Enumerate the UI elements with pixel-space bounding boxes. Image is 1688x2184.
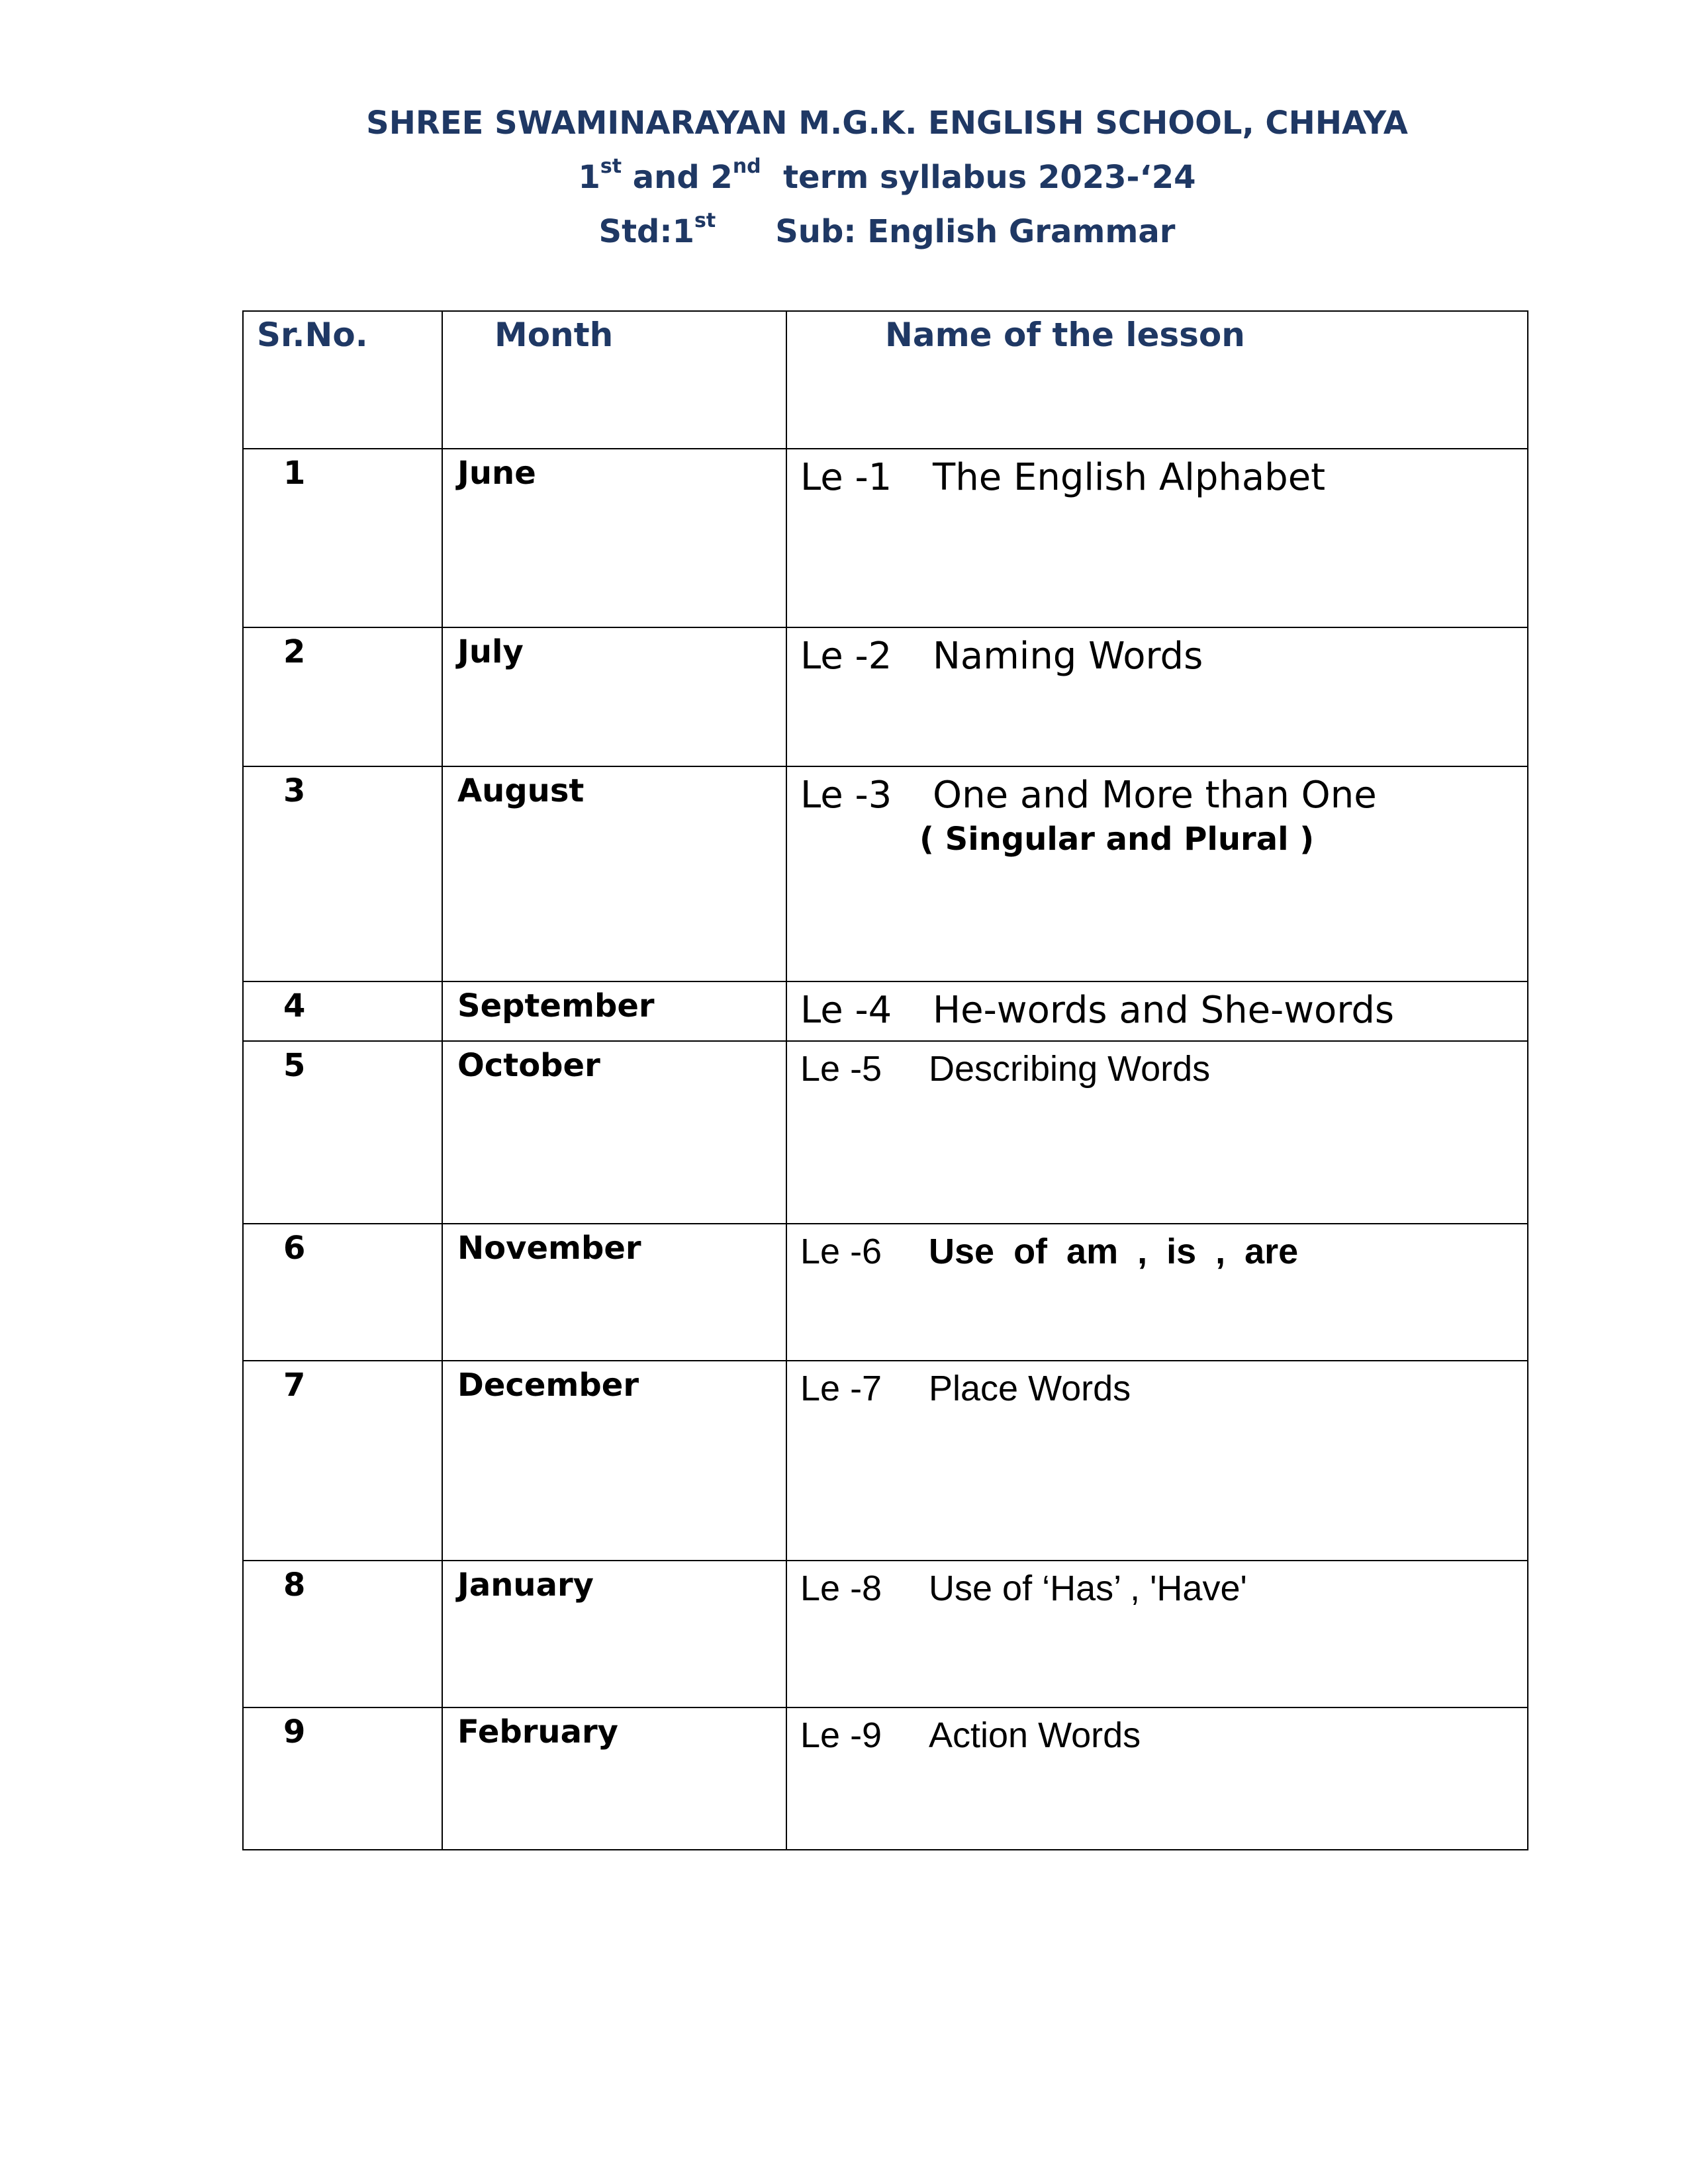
table-row [243, 981, 1528, 1041]
lesson-number: Le -8 [800, 1569, 882, 1608]
term-line [0, 150, 1688, 205]
month-cell: February [442, 1707, 786, 1850]
lesson-subtitle: ( Singular and Plural ) [919, 821, 1315, 858]
table-header-row [243, 311, 1528, 449]
term-and: and 2 [622, 159, 733, 196]
lesson-number: Le -4 [800, 989, 892, 1032]
lesson-cell [786, 1224, 1528, 1361]
term-2-suffix: nd [732, 155, 761, 178]
lesson-cell [786, 766, 1528, 981]
table-row [243, 1561, 1528, 1707]
lesson-title: Use of ‘Has’ , 'Have' [929, 1569, 1247, 1608]
srno-cell: 6 [243, 1224, 442, 1361]
column-header-lesson: Name of the lesson [786, 311, 1528, 449]
month-cell: July [442, 627, 786, 766]
table-row [243, 1041, 1528, 1224]
month-cell: September [442, 981, 786, 1041]
srno-cell: 2 [243, 627, 442, 766]
lesson-title: Use of am , is , are [929, 1232, 1299, 1271]
srno-cell: 4 [243, 981, 442, 1041]
term-1-suffix: st [600, 155, 622, 178]
month-cell: January [442, 1561, 786, 1707]
school-name: SHREE SWAMINARAYAN M.G.K. ENGLISH SCHOOL, CHHAYA [366, 105, 1408, 142]
lesson-cell [786, 1707, 1528, 1850]
lesson-title: Describing Words [929, 1049, 1211, 1089]
table-row [243, 766, 1528, 981]
lesson-number: Le -1 [800, 456, 892, 499]
srno-cell: 7 [243, 1361, 442, 1561]
table-row [243, 449, 1528, 627]
srno-cell: 1 [243, 449, 442, 627]
lesson-number: Le -2 [800, 635, 892, 678]
std-suffix: st [694, 209, 716, 232]
syllabus-table [242, 310, 1528, 1850]
term-rest: term syllabus 2023-‘24 [761, 159, 1196, 196]
srno-cell: 8 [243, 1561, 442, 1707]
lesson-cell [786, 449, 1528, 627]
month-cell: November [442, 1224, 786, 1361]
lesson-cell [786, 1361, 1528, 1561]
table-row [243, 627, 1528, 766]
std-label: Std:1 [598, 213, 694, 250]
term-1: 1 [578, 159, 600, 196]
lesson-cell [786, 981, 1528, 1041]
lesson-cell [786, 627, 1528, 766]
lesson-title: He-words and She-words [933, 989, 1395, 1032]
lesson-title: Action Words [929, 1715, 1141, 1755]
column-header-month: Month [442, 311, 786, 449]
subject-label: Sub: English Grammar [775, 213, 1176, 250]
document-header [0, 96, 1688, 259]
lesson-number: Le -6 [800, 1232, 882, 1271]
lesson-cell [786, 1561, 1528, 1707]
srno-cell: 3 [243, 766, 442, 981]
srno-cell: 5 [243, 1041, 442, 1224]
srno-cell: 9 [243, 1707, 442, 1850]
lesson-title: Place Words [929, 1369, 1131, 1408]
table-row [243, 1361, 1528, 1561]
lesson-cell [786, 1041, 1528, 1224]
lesson-title: One and More than One [933, 774, 1377, 817]
month-cell: August [442, 766, 786, 981]
column-header-srno: Sr.No. [243, 311, 442, 449]
lesson-title: The English Alphabet [933, 456, 1326, 499]
lesson-number: Le -3 [800, 774, 892, 817]
lesson-number: Le -5 [800, 1049, 882, 1089]
table-row [243, 1707, 1528, 1850]
table-row [243, 1224, 1528, 1361]
lesson-title: Naming Words [933, 635, 1203, 678]
lesson-number: Le -7 [800, 1369, 882, 1408]
month-cell: June [442, 449, 786, 627]
month-cell: October [442, 1041, 786, 1224]
lesson-number: Le -9 [800, 1715, 882, 1755]
std-subject-line [0, 205, 1688, 259]
month-cell: December [442, 1361, 786, 1561]
